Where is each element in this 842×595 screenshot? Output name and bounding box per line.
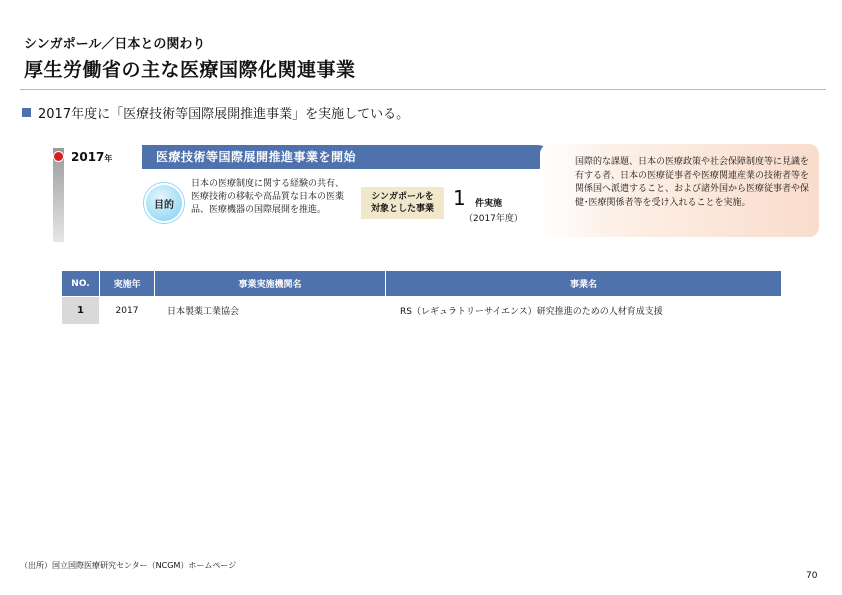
- header-organization: 事業実施機関名: [155, 271, 386, 297]
- section-subtitle: シンガポール／日本との関わり: [24, 37, 206, 52]
- target-label-line1: シンガポールを: [371, 192, 434, 202]
- timeline-year-suffix: 年: [104, 154, 113, 163]
- description-text: 国際的な課題、日本の医療政策や社会保障制度等に見識を有する者、日本の医療従事者や医療関連産業の技術者等を関係国へ派遣すること、および諸外国から医療従事者や保健･医療関係者等を受け入れることを実施。: [575, 157, 810, 208]
- timeline-year-value: 2017: [71, 150, 105, 164]
- cell-year: 2017: [100, 297, 155, 325]
- project-count-period: （2017年度）: [464, 214, 523, 224]
- purpose-badge: 目的: [144, 183, 184, 223]
- project-table: [61, 270, 782, 325]
- timeline-year: [71, 150, 112, 164]
- cell-project-name: RS（レギュラトリーサイエンス）研究推進のための人材育成支援: [386, 297, 782, 325]
- table-row: [62, 297, 782, 325]
- project-count: 1: [453, 186, 466, 210]
- table-header-row: [62, 271, 782, 297]
- header-year: 実施年: [100, 271, 155, 297]
- project-count-unit: 件実施: [475, 199, 503, 209]
- source-note: （出所）国立国際医療研究センター（NCGM）ホームページ: [20, 561, 237, 570]
- target-label-box: [361, 187, 444, 219]
- header-no: NO.: [62, 271, 100, 297]
- purpose-text: 日本の医療制度に関する経験の共有、医療技術の移転や高品質な日本の医薬品、医療機器の国際展開を推進。: [191, 179, 345, 215]
- title-divider: [20, 89, 826, 90]
- summary-text: 2017年度に「医療技術等国際展開推進事業」を実施している。: [38, 107, 410, 122]
- target-label-line2: 対象とした事業: [370, 204, 434, 214]
- cell-no: 1: [62, 297, 100, 325]
- square-bullet-icon: [22, 108, 31, 117]
- program-banner: 医療技術等国際展開推進事業を開始: [142, 145, 550, 169]
- cell-organization: 日本製薬工業協会: [155, 297, 386, 325]
- header-project-name: 事業名: [386, 271, 782, 297]
- timeline-dot-icon: [53, 151, 64, 162]
- summary-bullet: [22, 103, 409, 122]
- page-number: 70: [806, 571, 818, 581]
- timeline-bar: [53, 148, 64, 242]
- page-title: 厚生労働省の主な医療国際化関連事業: [24, 59, 356, 81]
